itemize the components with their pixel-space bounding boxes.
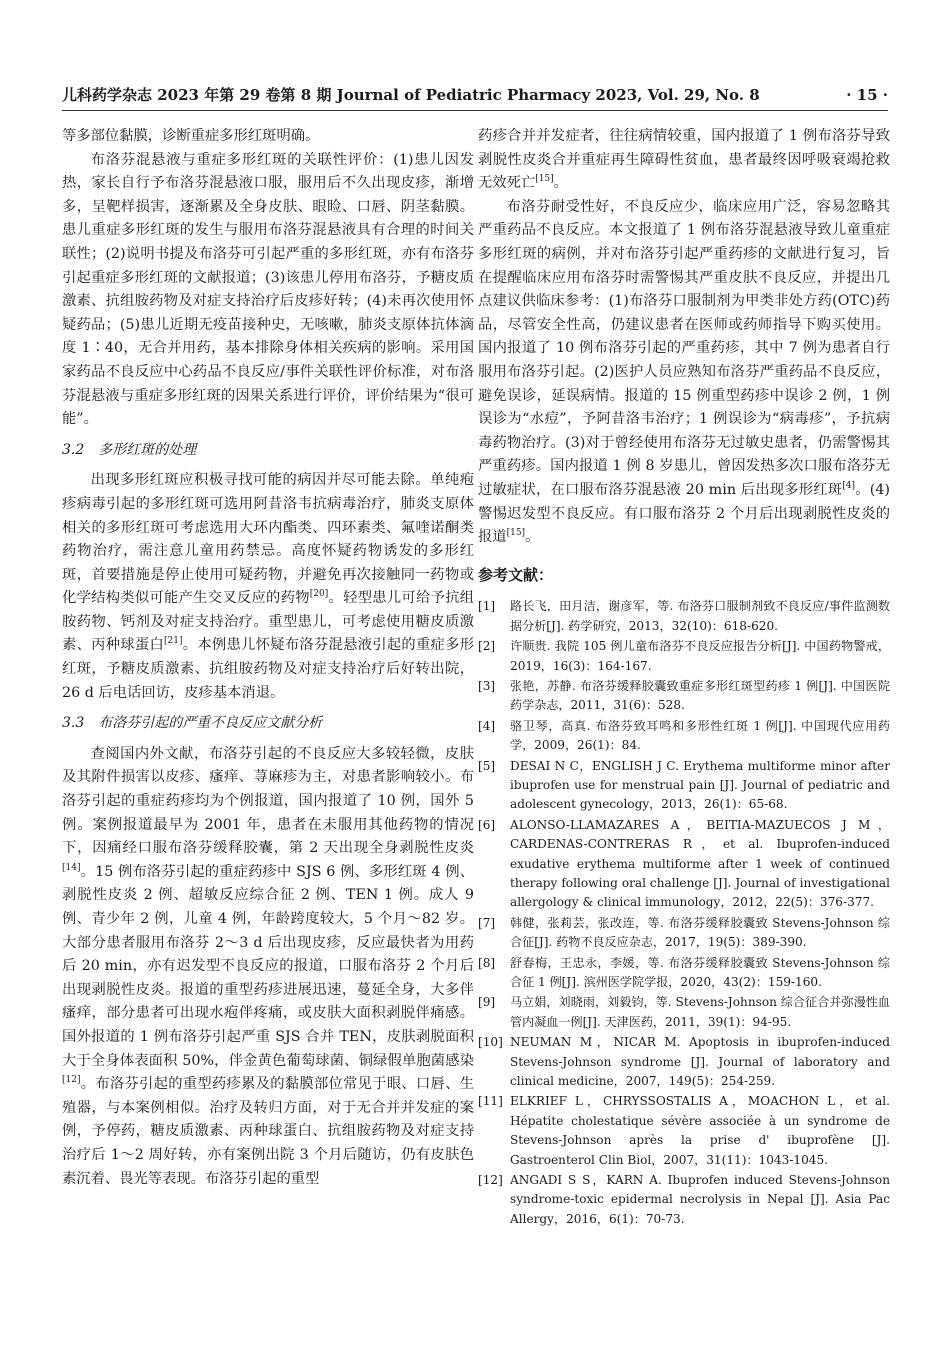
page-number: · 15 · xyxy=(846,86,888,104)
reference-item: [8] 舒春梅，王忠永，李媛，等. 布洛芬缓释胶囊致 Stevens-Johnson 综合征 1 例[J]. 滨州医学院学报，2020，43(2)：159-160. xyxy=(478,955,890,989)
citation-4: [4] xyxy=(842,481,856,492)
section-heading-3-2: 3.2 多形红斑的处理 xyxy=(62,441,197,458)
left-column xyxy=(62,125,474,1191)
citation-14: [14] xyxy=(62,863,81,874)
section-heading-3-3: 3.3 布洛芬引起的严重不良反应文献分析 xyxy=(62,715,323,732)
reference-item: [10] NEUMAN M，NICAR M. Apoptosis in ibuprofen-induced Stevens-Johnson syndrome [J]. Journal of laboratory and clinical medicine，2007，149(5)：254-259. xyxy=(478,1035,890,1089)
paragraph-causality-assessment: 布洛芬混悬液与重症多形红斑的关联性评价：(1)患儿因发热，家长自行予布洛芬混悬液口服，服用后不久出现皮疹，渐增多，呈靶样损害，逐渐累及全身皮肤、眼睑、口唇、阴茎黏膜。患儿重症多形红斑的发生与服用布洛芬混悬液具有合理的时间关联性；(2)说明书提及布洛芬可引起严重的多形红斑，亦有布洛芬引起重症多形红斑的文献报道；(3)该患儿停用布洛芬，予糖皮质激素、抗组胺药物及对症支持治疗后皮疹好转；(4)未再次使用怀疑药品；(5)患儿近期无疫苗接种史，无咳嗽，肺炎支原体抗体滴度 1∶40，无合并用药，基本排除身体相关疾病的影响。采用国家药品不良反应中心药品不良反应/事件关联性评价标准，对布洛芬混悬液与重症多形红斑的因果关系进行评价，评价结果为“很可能”。 xyxy=(62,151,474,428)
reference-list xyxy=(478,597,890,1229)
reference-item: [6] ALONSO-LLAMAZARES A，BEITIA-MAZUECOS J M，CARDENAS-CONTRERAS R，et al. Ibuprofen-induced exudative erythema multiforme after 1 week of continued therapy following oral challenge [J]. Journal of investigational allergology & clinical immunology，2012，22(5)：376-377. xyxy=(478,817,890,910)
references-heading: 参考文献： xyxy=(478,565,554,584)
paragraph-continued-right: 药疹合并并发症者，往往病情较重，国内报道了 1 例布洛芬导致剥脱性皮炎合并重症再生障碍性贫血，患者最终因呼吸衰竭抢救无效死亡[15]。 xyxy=(478,128,890,192)
reference-item: [11] ELKRIEF L，CHRYSSOSTALIS A，MOACHON L，et al. Hépatite cholestatique sévère associée à un syndrome de Stevens-Johnson après la prise d' ibuprofène [J]. Gastroenterol Clin Biol，2007，31(11)：1043-1045. xyxy=(478,1094,890,1167)
reference-item: [9] 马立娟，刘晓雨，刘毅钧，等. Stevens-Johnson 综合征合并弥漫性血管内凝血一例[J]. 天津医药，2011，39(1)：94-95. xyxy=(478,995,890,1029)
citation-15: [15] xyxy=(535,174,554,185)
citation-20: [20] xyxy=(309,589,329,600)
reference-item: [4] 骆卫琴，高真. 布洛芬致耳鸣和多形性红斑 1 例[J]. 中国现代应用药学，2009，26(1)：84. xyxy=(478,718,890,753)
citation-12: [12] xyxy=(62,1075,81,1086)
right-column xyxy=(478,125,890,1230)
citation-21: [21] xyxy=(164,636,183,647)
reference-item: [2] 许顺贵. 我院 105 例儿童布洛芬不良反应报告分析[J]. 中国药物警戒，2019，16(3)：164-167. xyxy=(478,639,890,673)
paragraph-treatment: 出现多形红斑应积极寻找可能的病因并尽可能去除。单纯疱疹病毒引起的多形红斑可选用阿昔洛韦抗病毒治疗，肺炎支原体相关的多形红斑可考虑选用大环内酯类、四环素类、氟喹诺酮类药物治疗，需注意儿童用药禁忌。高度怀疑药物诱发的多形红斑，首要措施是停止使用可疑药物，并避免再次接触同一药物或化学结构类似可能产生交叉反应的药物[20]。轻型患儿可给予抗组胺药物、钙剂及对症支持治疗。重型患儿，可考虑使用糖皮质激素、丙种球蛋白[21]。本例患儿怀疑布洛芬混悬液引起的重症多形红斑，予糖皮质激素、抗组胺药物及对症支持治疗后好转出院，26 d 后电话回访，皮疹基本消退。 xyxy=(62,472,475,701)
citation-15-b: [15] xyxy=(506,528,526,539)
paragraph-continued: 等多部位黏膜，诊断重症多形红斑明确。 xyxy=(62,128,320,144)
running-header xyxy=(62,84,888,111)
journal-citation: 儿科药学杂志 2023 年第 29 卷第 8 期 Journal of Pediatric Pharmacy 2023, Vol. 29, No. 8 xyxy=(62,86,760,104)
reference-item: [1] 路长飞，田月洁，谢彦军，等. 布洛芬口服制剂致不良反应/事件监测数据分析[J]. 药学研究，2013，32(10)：618-620. xyxy=(478,599,890,633)
reference-item: [5] DESAI N C，ENGLISH J C. Erythema multiforme minor after ibuprofen use for menstrual pain [J]. Journal of pediatric and adolescent gynecology，2013，26(1)：65-68. xyxy=(478,758,890,812)
paragraph-literature-analysis: 查阅国内外文献，布洛芬引起的不良反应大多较轻微，皮肤及其附件损害以皮疹、瘙痒、荨麻疹为主，对患者影响较小。布洛芬引起的重症药疹均为个例报道，国内报道了 10 例，国外 5 例。案例报道最早为 2001 年，患者在未服用其他药物的情况下，因痛经口服布洛芬缓释胶囊，第 2 天出现全身剥脱性皮炎[14]。15 例布洛芬引起的重症药疹中 SJS 6 例、多形红斑 4 例、剥脱性皮炎 2 例、超敏反应综合征 2 例、TEN 1 例。成人 9 例、青少年 2 例，儿童 4 例，年龄跨度较大，5 个月～82 岁。大部分患者服用布洛芬 2～3 d 后出现皮疹，反应最快者为用药后 20 min，亦有迟发型不良反应的报道，口服布洛芬 2 个月后出现剥脱性皮炎。报道的重型药疹进展迅速，蔓延全身，大多伴瘙痒，部分患者可出现水疱伴疼痛，或皮肤大面积剥脱伴痛感。国外报道的 1 例布洛芬引起严重 SJS 合并 TEN，皮肤剥脱面积大于全身体表面积 50%，伴金黄色葡萄球菌、铜绿假单胞菌感染[12]。布洛芬引起的重型药疹累及的黏膜部位常见于眼、口唇、生殖器，与本案例相似。治疗及转归方面，对于无合并并发症的案例，予停药，糖皮质激素、丙种球蛋白、抗组胺药物及对症支持治疗后 1～2 周好转，亦有案例出院 3 个月后随访，仍有皮肤色素沉着、畏光等表现。布洛芬引起的重型 xyxy=(62,745,474,1187)
reference-item: [12] ANGADI S S，KARN A. Ibuprofen induced Stevens-Johnson syndrome-toxic epidermal necrolysis in Nepal [J]. Asia Pac Allergy，2016，6(1)：70-73. xyxy=(478,1173,890,1226)
reference-item: [3] 张艳，苏静. 布洛芬缓释胶囊致重症多形红斑型药疹 1 例[J]. 中国医院药学杂志，2011，31(6)：528. xyxy=(478,678,890,713)
paragraph-recommendations: 布洛芬耐受性好，不良反应少，临床应用广泛，容易忽略其严重药品不良反应。本文报道了 1 例布洛芬混悬液导致儿童重症多形红斑的病例，并对布洛芬引起严重药疹的文献进行复习，旨在提醒临床应用布洛芬时需警惕其严重皮肤不良反应，并提出几点建议供临床参考：(1)布洛芬口服制剂为甲类非处方药(OTC)药品，尽管安全性高，仍建议患者在医师或药师指导下购买使用。国内报道了 10 例布洛芬引起的严重药疹，其中 7 例为患者自行服用布洛芬引起。(2)医护人员应熟知布洛芬严重药品不良反应，避免误诊，延误病情。报道的 15 例重型药疹中误诊 2 例，1 例误诊为“水痘”，予阿昔洛韦治疗；1 例误诊为“病毒疹”，予抗病毒药物治疗。(3)对于曾经使用布洛芬无过敏史患者，仍需警惕其严重药疹。国内报道 1 例 8 岁患儿，曾因发热多次口服布洛芬无过敏症状，在口服布洛芬混悬液 20 min 后出现多形红斑[4]。(4)警惕迟发型不良反应。有口服布洛芬 2 个月后出现剥脱性皮炎的报道[15]。 xyxy=(478,198,890,546)
reference-item: [7] 韩健，张莉芸，张改连，等. 布洛芬缓释胶囊致 Stevens-Johnson 综合征[J]. 药物不良反应杂志，2017，19(5)：389-390. xyxy=(478,915,890,950)
